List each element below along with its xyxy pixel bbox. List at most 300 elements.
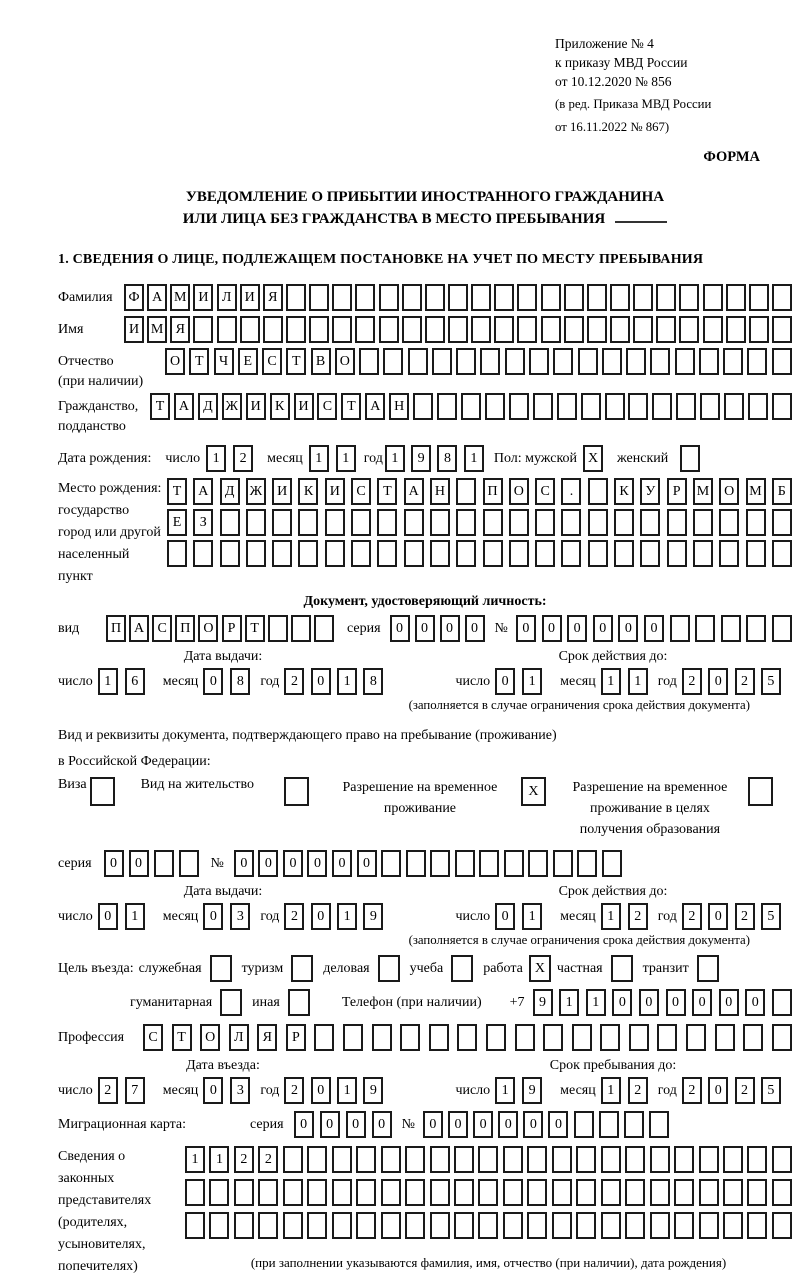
char-cell[interactable]: 5 — [761, 903, 781, 930]
char-cell[interactable] — [700, 393, 720, 420]
char-cell[interactable]: С — [535, 478, 555, 505]
char-cell[interactable] — [561, 509, 581, 536]
char-cell[interactable]: 2 — [682, 1077, 702, 1104]
char-cell[interactable]: К — [298, 478, 318, 505]
char-cell[interactable]: 1 — [206, 445, 226, 472]
char-cell[interactable]: Н — [389, 393, 409, 420]
char-cell[interactable]: 2 — [682, 668, 702, 695]
char-cell[interactable]: 2 — [98, 1077, 118, 1104]
char-cell[interactable] — [699, 348, 719, 375]
char-cell[interactable] — [456, 478, 476, 505]
char-cell[interactable] — [517, 316, 537, 343]
char-cell[interactable] — [408, 348, 428, 375]
char-cell[interactable] — [695, 615, 715, 642]
char-cell[interactable]: Т — [286, 348, 306, 375]
char-cell[interactable] — [479, 850, 499, 877]
char-cell[interactable] — [611, 955, 633, 982]
char-cell[interactable]: 1 — [337, 1077, 357, 1104]
char-cell[interactable]: О — [719, 478, 739, 505]
char-cell[interactable]: 1 — [495, 1077, 515, 1104]
char-cell[interactable]: 0 — [666, 989, 686, 1016]
char-cell[interactable]: 0 — [567, 615, 587, 642]
char-cell[interactable]: 2 — [284, 903, 304, 930]
char-cell[interactable] — [258, 1212, 278, 1239]
char-cell[interactable]: 9 — [533, 989, 553, 1016]
char-cell[interactable] — [564, 284, 584, 311]
char-cell[interactable] — [246, 509, 266, 536]
char-cell[interactable] — [772, 540, 792, 567]
char-cell[interactable] — [656, 316, 676, 343]
char-cell[interactable] — [772, 509, 792, 536]
char-cell[interactable]: 1 — [125, 903, 145, 930]
char-cell[interactable] — [503, 1179, 523, 1206]
char-cell[interactable] — [404, 540, 424, 567]
char-cell[interactable]: 0 — [203, 1077, 223, 1104]
char-cell[interactable]: 0 — [203, 903, 223, 930]
char-cell[interactable] — [405, 1212, 425, 1239]
char-cell[interactable] — [552, 1146, 572, 1173]
char-cell[interactable] — [721, 615, 741, 642]
char-cell[interactable] — [381, 1212, 401, 1239]
char-cell[interactable]: 0 — [129, 850, 149, 877]
char-cell[interactable] — [772, 1146, 792, 1173]
char-cell[interactable] — [749, 284, 769, 311]
char-cell[interactable]: 1 — [309, 445, 329, 472]
char-cell[interactable] — [772, 1024, 792, 1051]
char-cell[interactable] — [650, 348, 670, 375]
char-cell[interactable] — [576, 1212, 596, 1239]
char-cell[interactable] — [674, 1146, 694, 1173]
char-cell[interactable]: К — [270, 393, 290, 420]
char-cell[interactable] — [309, 316, 329, 343]
char-cell[interactable] — [747, 348, 767, 375]
char-cell[interactable] — [667, 540, 687, 567]
char-cell[interactable] — [723, 1146, 743, 1173]
char-cell[interactable]: А — [193, 478, 213, 505]
char-cell[interactable] — [649, 1111, 669, 1138]
char-cell[interactable] — [359, 348, 379, 375]
char-cell[interactable] — [404, 509, 424, 536]
char-cell[interactable]: 0 — [639, 989, 659, 1016]
char-cell[interactable] — [667, 509, 687, 536]
char-cell[interactable]: 0 — [542, 615, 562, 642]
char-cell[interactable]: 0 — [708, 903, 728, 930]
char-cell[interactable] — [451, 955, 473, 982]
char-cell[interactable]: 1 — [336, 445, 356, 472]
char-cell[interactable]: А — [129, 615, 149, 642]
char-cell[interactable]: 1 — [522, 668, 542, 695]
char-cell[interactable]: 8 — [230, 668, 250, 695]
char-cell[interactable] — [356, 1179, 376, 1206]
char-cell[interactable] — [652, 393, 672, 420]
char-cell[interactable] — [480, 348, 500, 375]
char-cell[interactable] — [600, 1024, 620, 1051]
char-cell[interactable] — [577, 850, 597, 877]
char-cell[interactable] — [456, 540, 476, 567]
char-cell[interactable] — [749, 316, 769, 343]
char-cell[interactable] — [746, 615, 766, 642]
char-cell[interactable]: 0 — [283, 850, 303, 877]
char-cell[interactable] — [332, 1146, 352, 1173]
char-cell[interactable] — [332, 1212, 352, 1239]
char-cell[interactable] — [605, 393, 625, 420]
char-cell[interactable]: 0 — [320, 1111, 340, 1138]
char-cell[interactable] — [679, 284, 699, 311]
char-cell[interactable] — [217, 316, 237, 343]
char-cell[interactable] — [503, 1146, 523, 1173]
char-cell[interactable]: 1 — [601, 668, 621, 695]
char-cell[interactable]: 0 — [104, 850, 124, 877]
char-cell[interactable]: 1 — [586, 989, 606, 1016]
char-cell[interactable] — [541, 284, 561, 311]
char-cell[interactable]: 5 — [761, 1077, 781, 1104]
char-cell[interactable] — [625, 1146, 645, 1173]
char-cell[interactable] — [286, 284, 306, 311]
char-cell[interactable] — [309, 284, 329, 311]
char-cell[interactable] — [747, 1146, 767, 1173]
char-cell[interactable] — [715, 1024, 735, 1051]
char-cell[interactable] — [625, 1179, 645, 1206]
char-cell[interactable]: 0 — [311, 1077, 331, 1104]
char-cell[interactable]: Д — [198, 393, 218, 420]
char-cell[interactable] — [674, 1179, 694, 1206]
char-cell[interactable] — [602, 850, 622, 877]
char-cell[interactable]: И — [193, 284, 213, 311]
char-cell[interactable] — [588, 478, 608, 505]
char-cell[interactable]: П — [175, 615, 195, 642]
char-cell[interactable] — [430, 540, 450, 567]
char-cell[interactable] — [576, 1179, 596, 1206]
char-cell[interactable] — [381, 1146, 401, 1173]
char-cell[interactable]: С — [262, 348, 282, 375]
char-cell[interactable] — [574, 1111, 594, 1138]
char-cell[interactable]: 0 — [390, 615, 410, 642]
char-cell[interactable]: 5 — [761, 668, 781, 695]
char-cell[interactable] — [402, 284, 422, 311]
char-cell[interactable]: 2 — [233, 445, 253, 472]
char-cell[interactable] — [400, 1024, 420, 1051]
char-cell[interactable]: 0 — [294, 1111, 314, 1138]
char-cell[interactable] — [351, 509, 371, 536]
char-cell[interactable] — [564, 316, 584, 343]
char-cell[interactable] — [719, 509, 739, 536]
char-cell[interactable] — [220, 540, 240, 567]
char-cell[interactable] — [746, 509, 766, 536]
char-cell[interactable]: 3 — [230, 903, 250, 930]
char-cell[interactable] — [724, 393, 744, 420]
char-cell[interactable]: Т — [341, 393, 361, 420]
char-cell[interactable]: Т — [189, 348, 209, 375]
char-cell[interactable]: 0 — [203, 668, 223, 695]
char-cell[interactable]: 0 — [440, 615, 460, 642]
char-cell[interactable]: 0 — [332, 850, 352, 877]
char-cell[interactable]: 1 — [522, 903, 542, 930]
char-cell[interactable] — [356, 1212, 376, 1239]
char-cell[interactable] — [263, 316, 283, 343]
char-cell[interactable]: 9 — [522, 1077, 542, 1104]
char-cell[interactable] — [588, 509, 608, 536]
char-cell[interactable]: Ф — [124, 284, 144, 311]
char-cell[interactable]: Ж — [222, 393, 242, 420]
char-cell[interactable]: М — [693, 478, 713, 505]
char-cell[interactable] — [670, 615, 690, 642]
char-cell[interactable] — [624, 1111, 644, 1138]
char-cell[interactable] — [529, 348, 549, 375]
char-cell[interactable] — [650, 1179, 670, 1206]
char-cell[interactable] — [454, 1212, 474, 1239]
char-cell[interactable] — [650, 1212, 670, 1239]
char-cell[interactable] — [610, 316, 630, 343]
char-cell[interactable] — [509, 540, 529, 567]
char-cell[interactable]: С — [152, 615, 172, 642]
char-cell[interactable]: 0 — [473, 1111, 493, 1138]
char-cell[interactable] — [772, 1212, 792, 1239]
char-cell[interactable] — [587, 316, 607, 343]
char-cell[interactable] — [372, 1024, 392, 1051]
char-cell[interactable]: 0 — [423, 1111, 443, 1138]
char-cell[interactable] — [383, 348, 403, 375]
char-cell[interactable]: Ж — [246, 478, 266, 505]
char-cell[interactable] — [693, 540, 713, 567]
char-cell[interactable] — [723, 1212, 743, 1239]
char-cell[interactable] — [543, 1024, 563, 1051]
char-cell[interactable]: 2 — [234, 1146, 254, 1173]
char-cell[interactable]: X — [583, 445, 603, 472]
char-cell[interactable] — [494, 284, 514, 311]
char-cell[interactable] — [503, 1212, 523, 1239]
char-cell[interactable] — [307, 1212, 327, 1239]
char-cell[interactable]: 2 — [628, 1077, 648, 1104]
char-cell[interactable] — [557, 393, 577, 420]
char-cell[interactable] — [291, 615, 311, 642]
char-cell[interactable]: П — [483, 478, 503, 505]
char-cell[interactable] — [209, 1212, 229, 1239]
char-cell[interactable] — [298, 509, 318, 536]
char-cell[interactable] — [772, 615, 792, 642]
char-cell[interactable] — [355, 284, 375, 311]
char-cell[interactable] — [772, 989, 792, 1016]
char-cell[interactable] — [272, 540, 292, 567]
char-cell[interactable] — [478, 1212, 498, 1239]
char-cell[interactable]: Я — [257, 1024, 277, 1051]
char-cell[interactable] — [699, 1179, 719, 1206]
char-cell[interactable]: 0 — [498, 1111, 518, 1138]
char-cell[interactable] — [478, 1179, 498, 1206]
char-cell[interactable] — [283, 1179, 303, 1206]
char-cell[interactable] — [355, 316, 375, 343]
char-cell[interactable] — [614, 540, 634, 567]
char-cell[interactable]: 2 — [284, 1077, 304, 1104]
char-cell[interactable] — [314, 615, 334, 642]
char-cell[interactable] — [650, 1146, 670, 1173]
char-cell[interactable]: 1 — [601, 1077, 621, 1104]
char-cell[interactable] — [430, 850, 450, 877]
char-cell[interactable]: 1 — [464, 445, 484, 472]
char-cell[interactable] — [601, 1179, 621, 1206]
char-cell[interactable] — [699, 1146, 719, 1173]
char-cell[interactable] — [578, 348, 598, 375]
char-cell[interactable] — [193, 540, 213, 567]
char-cell[interactable]: Р — [222, 615, 242, 642]
char-cell[interactable] — [379, 284, 399, 311]
char-cell[interactable]: М — [170, 284, 190, 311]
char-cell[interactable] — [505, 348, 525, 375]
char-cell[interactable] — [272, 509, 292, 536]
char-cell[interactable] — [576, 1146, 596, 1173]
char-cell[interactable] — [629, 1024, 649, 1051]
char-cell[interactable]: В — [311, 348, 331, 375]
char-cell[interactable] — [723, 348, 743, 375]
char-cell[interactable] — [351, 540, 371, 567]
char-cell[interactable] — [185, 1212, 205, 1239]
char-cell[interactable] — [154, 850, 174, 877]
char-cell[interactable]: С — [143, 1024, 163, 1051]
char-cell[interactable]: 1 — [337, 903, 357, 930]
char-cell[interactable]: 1 — [628, 668, 648, 695]
char-cell[interactable] — [601, 1146, 621, 1173]
char-cell[interactable]: 0 — [357, 850, 377, 877]
char-cell[interactable] — [504, 850, 524, 877]
char-cell[interactable] — [527, 1146, 547, 1173]
char-cell[interactable]: 0 — [516, 615, 536, 642]
char-cell[interactable]: 1 — [601, 903, 621, 930]
char-cell[interactable]: 0 — [548, 1111, 568, 1138]
char-cell[interactable]: 0 — [372, 1111, 392, 1138]
char-cell[interactable] — [286, 316, 306, 343]
char-cell[interactable] — [456, 509, 476, 536]
char-cell[interactable]: Б — [772, 478, 792, 505]
char-cell[interactable]: И — [325, 478, 345, 505]
char-cell[interactable] — [535, 509, 555, 536]
char-cell[interactable] — [527, 1212, 547, 1239]
char-cell[interactable] — [406, 850, 426, 877]
char-cell[interactable]: 0 — [465, 615, 485, 642]
char-cell[interactable] — [723, 1179, 743, 1206]
char-cell[interactable]: 9 — [363, 903, 383, 930]
char-cell[interactable]: 0 — [612, 989, 632, 1016]
char-cell[interactable] — [743, 1024, 763, 1051]
char-cell[interactable] — [610, 284, 630, 311]
char-cell[interactable] — [541, 316, 561, 343]
char-cell[interactable] — [430, 1212, 450, 1239]
char-cell[interactable] — [240, 316, 260, 343]
char-cell[interactable]: О — [335, 348, 355, 375]
char-cell[interactable] — [332, 1179, 352, 1206]
char-cell[interactable] — [679, 316, 699, 343]
char-cell[interactable] — [517, 284, 537, 311]
char-cell[interactable]: 1 — [98, 668, 118, 695]
char-cell[interactable] — [456, 348, 476, 375]
char-cell[interactable]: О — [509, 478, 529, 505]
char-cell[interactable] — [356, 1146, 376, 1173]
char-cell[interactable]: Я — [170, 316, 190, 343]
char-cell[interactable] — [633, 284, 653, 311]
char-cell[interactable] — [454, 1179, 474, 1206]
char-cell[interactable] — [332, 316, 352, 343]
char-cell[interactable] — [553, 348, 573, 375]
char-cell[interactable]: 0 — [448, 1111, 468, 1138]
char-cell[interactable] — [220, 509, 240, 536]
char-cell[interactable]: 0 — [495, 668, 515, 695]
char-cell[interactable]: 8 — [363, 668, 383, 695]
char-cell[interactable]: 0 — [692, 989, 712, 1016]
char-cell[interactable]: О — [198, 615, 218, 642]
char-cell[interactable] — [430, 1146, 450, 1173]
char-cell[interactable] — [461, 393, 481, 420]
char-cell[interactable] — [699, 1212, 719, 1239]
char-cell[interactable]: 7 — [125, 1077, 145, 1104]
char-cell[interactable]: Т — [150, 393, 170, 420]
char-cell[interactable] — [291, 955, 313, 982]
char-cell[interactable] — [413, 393, 433, 420]
char-cell[interactable] — [471, 316, 491, 343]
char-cell[interactable]: З — [193, 509, 213, 536]
char-cell[interactable]: 0 — [593, 615, 613, 642]
char-cell[interactable] — [572, 1024, 592, 1051]
char-cell[interactable]: X — [529, 955, 551, 982]
char-cell[interactable]: 0 — [258, 850, 278, 877]
char-cell[interactable]: 2 — [735, 1077, 755, 1104]
char-cell[interactable] — [455, 850, 475, 877]
char-cell[interactable]: 2 — [682, 903, 702, 930]
char-cell[interactable] — [283, 1212, 303, 1239]
char-cell[interactable] — [268, 615, 288, 642]
char-cell[interactable] — [430, 509, 450, 536]
char-cell[interactable] — [614, 509, 634, 536]
char-cell[interactable] — [325, 509, 345, 536]
char-cell[interactable] — [674, 1212, 694, 1239]
char-cell[interactable] — [430, 1179, 450, 1206]
char-cell[interactable] — [325, 540, 345, 567]
char-cell[interactable]: 2 — [284, 668, 304, 695]
char-cell[interactable]: Д — [220, 478, 240, 505]
char-cell[interactable] — [379, 316, 399, 343]
char-cell[interactable] — [486, 1024, 506, 1051]
char-cell[interactable] — [587, 284, 607, 311]
char-cell[interactable] — [210, 955, 232, 982]
char-cell[interactable]: Р — [667, 478, 687, 505]
char-cell[interactable]: . — [561, 478, 581, 505]
char-cell[interactable]: 9 — [363, 1077, 383, 1104]
char-cell[interactable] — [625, 1212, 645, 1239]
char-cell[interactable]: 0 — [346, 1111, 366, 1138]
char-cell[interactable] — [772, 284, 792, 311]
char-cell[interactable] — [656, 284, 676, 311]
char-cell[interactable] — [457, 1024, 477, 1051]
char-cell[interactable]: 1 — [185, 1146, 205, 1173]
char-cell[interactable]: У — [640, 478, 660, 505]
char-cell[interactable] — [378, 955, 400, 982]
char-cell[interactable] — [307, 1146, 327, 1173]
char-cell[interactable] — [258, 1179, 278, 1206]
char-cell[interactable] — [588, 540, 608, 567]
char-cell[interactable] — [284, 777, 309, 806]
char-cell[interactable] — [381, 850, 401, 877]
char-cell[interactable] — [432, 348, 452, 375]
char-cell[interactable] — [193, 316, 213, 343]
char-cell[interactable] — [552, 1212, 572, 1239]
char-cell[interactable] — [772, 393, 792, 420]
char-cell[interactable] — [179, 850, 199, 877]
char-cell[interactable]: 0 — [745, 989, 765, 1016]
char-cell[interactable] — [748, 777, 773, 806]
char-cell[interactable] — [314, 1024, 334, 1051]
char-cell[interactable] — [747, 1179, 767, 1206]
char-cell[interactable]: 0 — [311, 903, 331, 930]
char-cell[interactable] — [703, 316, 723, 343]
char-cell[interactable] — [485, 393, 505, 420]
char-cell[interactable] — [726, 284, 746, 311]
